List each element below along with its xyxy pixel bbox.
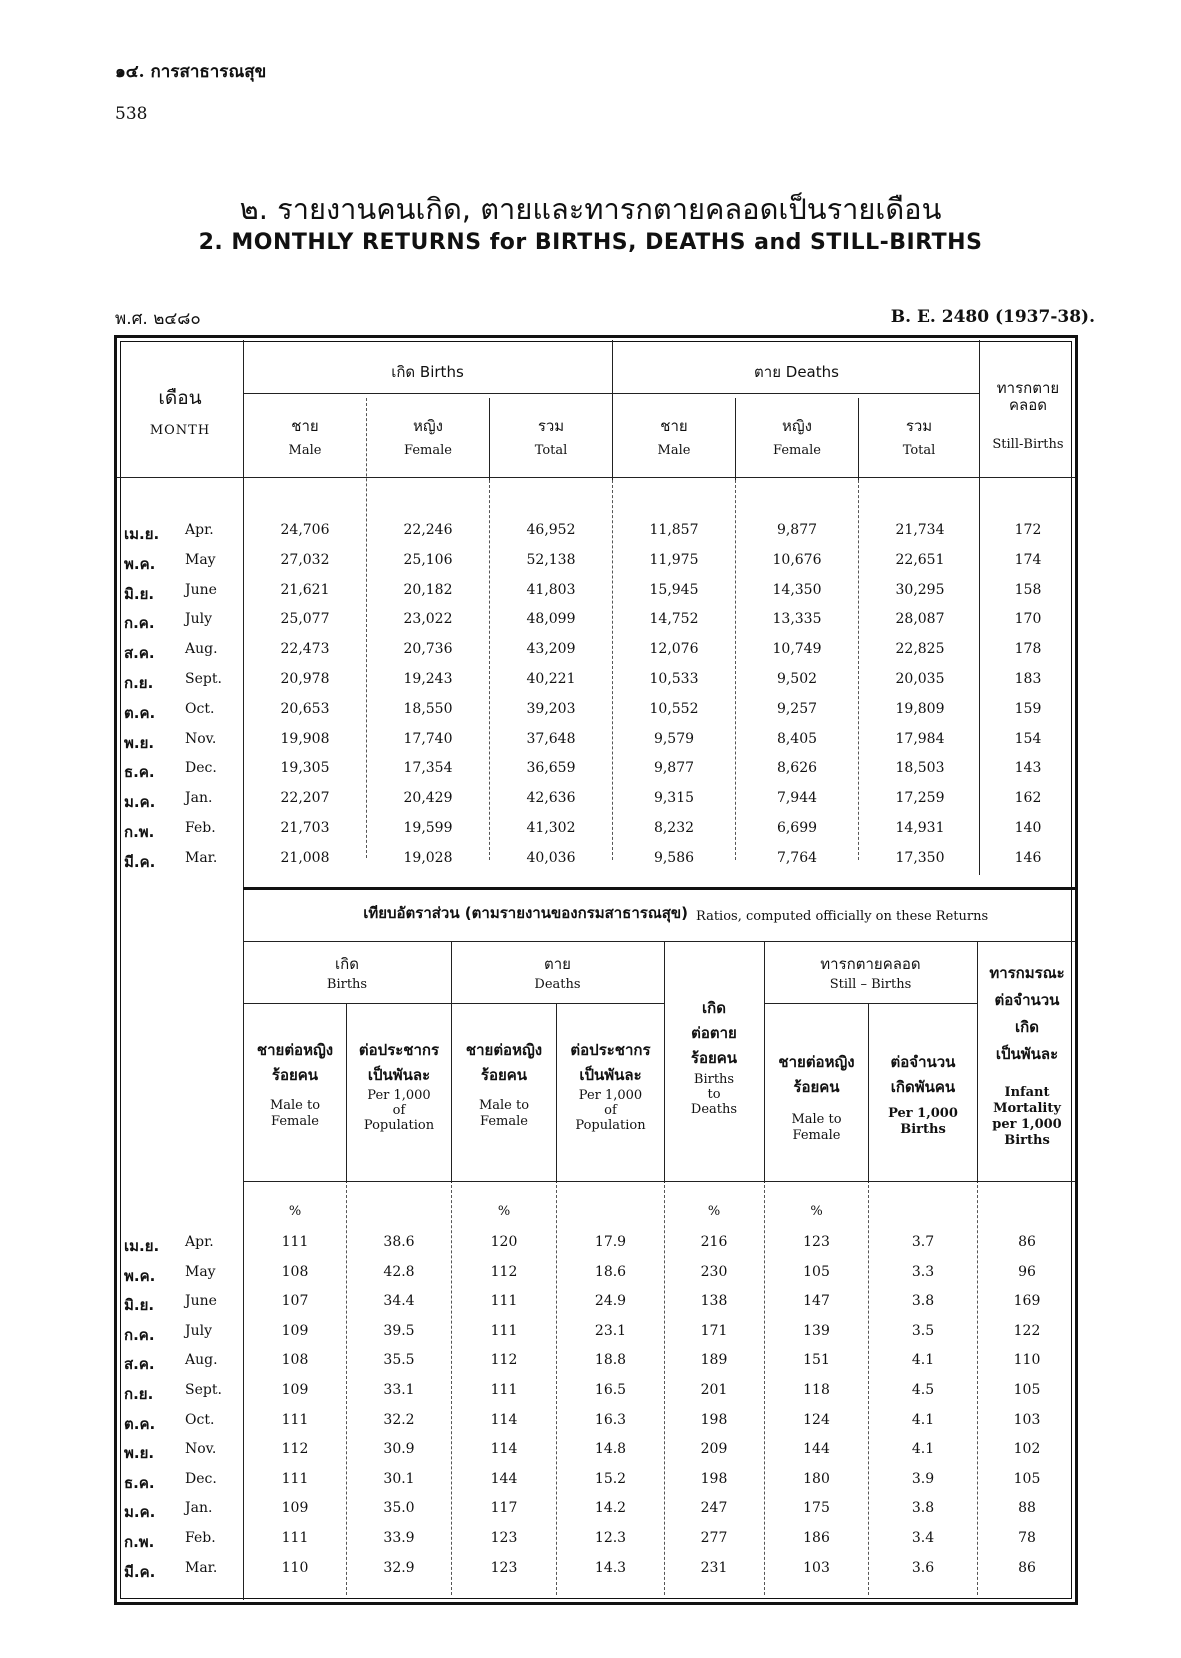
births-to-deaths-cell: 231 [700,1559,728,1576]
month-label-thai: เม.ย. [124,1237,160,1255]
deaths-male-cell: 10,533 [649,671,699,687]
deaths-female-cell: 8,626 [776,760,818,777]
deaths-total-cell: 22,825 [895,641,945,658]
deaths-total-cell: 17,984 [895,730,945,747]
deaths-per-pop-cell: 15.2 [594,1470,627,1487]
deaths-female-cell: 9,257 [776,700,818,717]
month-label-thai: มี.ค. [124,1562,156,1581]
page-number: 538 [115,104,148,124]
births-female-english: Female [404,443,452,458]
month-header-thai: เดือน [158,387,202,409]
births-total-english: Total [534,443,568,458]
births-per-pop-english: Per 1,000 of Population [363,1088,435,1133]
stillbirths-cell: 172 [1014,522,1042,538]
births-total-cell: 40,036 [526,849,576,866]
births-to-deaths-cell: 230 [700,1263,728,1280]
births-per-pop-thai: ต่อประชากร เป็นพันละ [358,1041,440,1084]
still-male-female-cell: 105 [803,1263,830,1280]
ratio-stillbirths-thai: ทารกตายคลอด [820,955,921,973]
deaths-per-pop-cell: 14.8 [594,1441,627,1458]
births-per-pop-cell: 30.1 [383,1470,415,1487]
deaths-female-cell: 9,877 [776,522,818,538]
percent-sign-still: % [810,1204,823,1219]
deaths-male-cell: 9,877 [653,760,695,777]
month-label-thai: พ.ค. [124,554,156,573]
births-total-cell: 52,138 [526,551,576,568]
deaths-male-female-cell: 112 [490,1263,518,1280]
deaths-male-female-thai: ชายต่อหญิง ร้อยคน [465,1041,543,1084]
deaths-male-female-cell: 111 [490,1382,518,1398]
deaths-total-thai: รวม [905,417,933,435]
deaths-male-female-cell: 111 [490,1293,518,1310]
still-per-birth-english: Per 1,000 Births [888,1106,958,1137]
births-total-cell: 41,302 [526,820,576,836]
month-label-thai: พ.ค. [124,1266,156,1285]
births-to-deaths-thai: เกิด ต่อตาย ร้อยคน [690,999,738,1067]
month-label-english: June [185,1293,217,1310]
deaths-male-female-cell: 123 [490,1559,518,1576]
deaths-total-cell: 17,350 [895,849,945,866]
month-label-thai: ธ.ค. [124,763,155,782]
still-male-female-cell: 124 [803,1411,830,1428]
births-to-deaths-cell: 216 [700,1234,728,1250]
still-male-female-cell: 123 [803,1234,830,1250]
infant-mortality-cell: 110 [1013,1352,1041,1369]
deaths-male-cell: 14,752 [649,611,699,628]
still-per-birth-cell: 4.1 [911,1411,935,1428]
births-female-cell: 25,106 [403,551,453,568]
deaths-total-cell: 21,734 [895,522,945,538]
births-total-thai: รวม [537,417,565,435]
ratios-title-english: Ratios, computed officially on these Returns [696,909,989,924]
ratio-stillbirths-english: Still – Births [829,977,912,992]
month-label-english: Dec. [185,1470,217,1487]
births-male-female-cell: 109 [281,1382,309,1398]
year-thai: พ.ศ. ๒๔๘๐ [115,309,201,329]
month-label-english: June [185,581,217,598]
percent-sign-births-deaths: % [707,1204,721,1219]
births-male-female-thai: ชายต่อหญิง ร้อยคน [256,1041,334,1084]
deaths-total-english: Total [902,443,936,458]
month-label-english: Dec. [185,760,217,777]
deaths-total-cell: 18,503 [895,760,945,777]
ratio-deaths-thai: ตาย [544,955,571,973]
deaths-male-cell: 8,232 [653,820,695,836]
stillbirths-cell: 146 [1014,849,1042,866]
month-label-thai: ก.พ. [124,1533,155,1551]
births-total-cell: 48,099 [526,611,576,628]
deaths-per-pop-cell: 14.2 [594,1500,627,1517]
month-label-english: Aug. [185,641,218,658]
deaths-group-header: ตาย Deaths [754,363,839,381]
births-female-thai: หญิง [413,417,443,435]
still-male-female-english: Male to Female [791,1112,842,1143]
births-male-cell: 20,978 [280,671,330,687]
month-label-thai: ก.ย. [124,1385,154,1403]
births-female-cell: 20,429 [403,790,453,807]
month-label-english: July [185,611,213,628]
month-label-english: Mar. [185,849,218,866]
infant-mortality-cell: 78 [1018,1530,1036,1546]
deaths-per-pop-thai: ต่อประชากร เป็นพันละ [570,1041,651,1084]
month-label-thai: ม.ค. [124,1503,156,1522]
month-label-thai: พ.ย. [124,1444,155,1463]
births-total-cell: 41,803 [526,581,576,598]
births-male-female-cell: 111 [281,1234,309,1250]
month-label-thai: ต.ค. [124,703,156,722]
births-per-pop-cell: 32.9 [383,1559,415,1576]
deaths-per-pop-cell: 23.1 [594,1322,627,1339]
month-label-english: Feb. [185,1530,216,1546]
stillbirths-cell: 140 [1014,820,1042,836]
deaths-total-cell: 28,087 [895,611,945,628]
births-group-header: เกิด Births [391,363,464,381]
deaths-male-english: Male [657,443,691,458]
deaths-male-cell: 10,552 [649,700,699,717]
deaths-total-cell: 17,259 [895,790,945,807]
stillbirths-cell: 158 [1014,581,1042,598]
deaths-per-pop-cell: 14.3 [594,1559,627,1576]
births-per-pop-cell: 35.0 [383,1500,415,1517]
births-total-cell: 42,636 [526,790,576,807]
births-per-pop-cell: 38.6 [383,1234,415,1250]
births-male-cell: 25,077 [280,611,330,628]
births-to-deaths-cell: 171 [700,1322,728,1339]
births-per-pop-cell: 33.9 [383,1530,415,1546]
stillbirths-cell: 154 [1014,730,1042,747]
still-per-birth-cell: 4.5 [911,1382,935,1398]
births-male-female-cell: 107 [281,1293,309,1310]
stillbirths-header-thai: ทารกตาย คลอด [996,379,1060,414]
still-male-female-cell: 147 [803,1293,830,1310]
deaths-male-female-cell: 114 [490,1441,518,1458]
still-per-birth-cell: 3.7 [911,1234,935,1250]
births-per-pop-cell: 35.5 [383,1352,415,1369]
deaths-female-cell: 10,749 [772,641,822,658]
still-per-birth-cell: 3.8 [911,1293,935,1310]
still-per-birth-cell: 3.8 [911,1500,935,1517]
births-female-cell: 19,599 [403,820,453,836]
still-per-birth-cell: 3.6 [911,1559,935,1576]
infant-mortality-cell: 86 [1018,1559,1036,1576]
infant-mortality-cell: 105 [1013,1470,1041,1487]
percent-sign-births: % [288,1204,302,1219]
infant-mortality-cell: 103 [1013,1411,1041,1428]
births-per-pop-cell: 30.9 [383,1441,415,1458]
still-per-birth-cell: 4.1 [911,1352,935,1369]
month-label-thai: มี.ค. [124,852,156,871]
births-per-pop-cell: 34.4 [383,1293,415,1310]
stillbirths-header-english: Still-Births [992,437,1064,452]
deaths-per-pop-cell: 18.8 [594,1352,627,1369]
deaths-male-female-cell: 117 [490,1500,518,1517]
still-male-female-cell: 151 [803,1352,830,1369]
births-male-female-cell: 111 [281,1411,309,1428]
deaths-total-cell: 14,931 [895,820,945,836]
still-per-birth-cell: 4.1 [911,1441,935,1458]
stillbirths-cell: 170 [1014,611,1042,628]
month-label-english: Oct. [185,700,215,717]
deaths-female-cell: 7,944 [776,790,818,807]
deaths-male-cell: 9,315 [653,790,695,807]
births-male-female-cell: 109 [281,1500,309,1517]
births-to-deaths-cell: 138 [700,1293,728,1310]
month-label-english: Jan. [185,790,213,807]
still-male-female-thai: ชายต่อหญิง ร้อยคน [778,1053,855,1096]
births-male-female-english: Male to Female [269,1098,321,1129]
deaths-female-cell: 6,699 [776,820,818,836]
deaths-total-cell: 22,651 [895,551,945,568]
month-label-english: May [185,551,216,568]
deaths-female-cell: 8,405 [776,730,818,747]
births-male-female-cell: 108 [281,1352,309,1369]
births-total-cell: 43,209 [526,641,576,658]
births-male-female-cell: 112 [281,1441,309,1458]
births-male-female-cell: 110 [281,1559,309,1576]
deaths-male-female-cell: 114 [490,1411,518,1428]
still-male-female-cell: 118 [803,1382,830,1398]
stillbirths-cell: 162 [1014,790,1042,807]
month-label-thai: มิ.ย. [124,1296,155,1315]
births-male-female-cell: 111 [281,1470,309,1487]
births-female-cell: 18,550 [403,700,453,717]
births-total-cell: 46,952 [526,522,576,538]
deaths-male-female-english: Male to Female [478,1098,530,1129]
births-male-thai: ชาย [291,417,319,435]
deaths-male-cell: 11,857 [649,522,699,538]
deaths-per-pop-english: Per 1,000 of Population [575,1088,646,1133]
births-to-deaths-cell: 189 [700,1352,728,1369]
births-total-cell: 39,203 [526,700,576,717]
births-female-cell: 20,736 [403,641,453,658]
births-per-pop-cell: 32.2 [383,1411,415,1428]
births-female-cell: 20,182 [403,581,453,598]
deaths-male-female-cell: 112 [490,1352,518,1369]
still-male-female-cell: 103 [803,1559,830,1576]
births-male-cell: 21,703 [280,820,330,836]
month-header-english: MONTH [149,423,211,438]
births-total-cell: 40,221 [526,671,576,687]
ratio-births-english: Births [326,977,368,992]
month-label-english: Apr. [185,1234,214,1250]
deaths-male-cell: 9,579 [653,730,695,747]
deaths-total-cell: 19,809 [895,700,945,717]
section-heading: ๑๔. การสาธารณสุข [115,62,267,82]
deaths-per-pop-cell: 16.5 [594,1382,627,1398]
births-male-cell: 19,305 [280,760,330,777]
month-label-english: Feb. [185,820,216,836]
deaths-per-pop-cell: 16.3 [594,1411,627,1428]
deaths-male-female-cell: 111 [490,1322,518,1339]
births-to-deaths-cell: 198 [700,1470,728,1487]
ratios-title-thai: เทียบอัตราส่วน (ตามรายงานของกรมสาธารณสุข) [363,904,688,922]
infant-mortality-thai: ทารกมรณะ ต่อจำนวน เกิด เป็นพันละ [989,964,1065,1063]
infant-mortality-cell: 169 [1013,1293,1041,1310]
still-male-female-cell: 186 [803,1530,830,1546]
month-label-english: Nov. [185,730,217,747]
infant-mortality-cell: 88 [1018,1500,1036,1517]
still-per-birth-cell: 3.9 [911,1470,935,1487]
births-to-deaths-cell: 201 [700,1382,728,1398]
still-per-birth-thai: ต่อจำนวน เกิดพันคน [890,1053,956,1096]
month-label-thai: ส.ค. [124,1355,155,1374]
month-label-thai: ก.ค. [124,1325,155,1344]
still-male-female-cell: 175 [803,1500,830,1517]
births-male-cell: 24,706 [280,522,330,538]
births-male-cell: 27,032 [280,551,330,568]
births-male-female-cell: 109 [281,1322,309,1339]
month-label-english: Sept. [185,1382,222,1398]
deaths-male-cell: 12,076 [649,641,699,658]
deaths-male-female-cell: 120 [490,1234,518,1250]
deaths-female-cell: 13,335 [772,611,822,628]
births-total-cell: 36,659 [526,760,576,777]
month-label-thai: ก.พ. [124,823,155,841]
births-to-deaths-cell: 209 [700,1441,728,1458]
births-male-female-cell: 111 [281,1530,309,1546]
month-label-thai: พ.ย. [124,733,155,752]
ratio-deaths-english: Deaths [534,977,581,992]
percent-sign-deaths: % [497,1204,511,1219]
title-english: 2. MONTHLY RETURNS for BIRTHS, DEATHS and STILL-BIRTHS [198,230,983,255]
month-label-thai: ต.ค. [124,1414,156,1433]
year-english: B. E. 2480 (1937-38). [890,307,1095,327]
stillbirths-cell: 183 [1014,671,1042,687]
births-female-cell: 22,246 [403,522,453,538]
still-per-birth-cell: 3.5 [911,1322,935,1339]
deaths-female-cell: 7,764 [776,849,818,866]
births-male-english: Male [288,443,322,458]
still-male-female-cell: 144 [803,1441,830,1458]
stillbirths-cell: 174 [1014,551,1042,568]
month-label-thai: ส.ค. [124,644,155,663]
deaths-male-thai: ชาย [660,417,688,435]
month-label-thai: มิ.ย. [124,584,155,603]
infant-mortality-cell: 102 [1013,1441,1041,1458]
stillbirths-cell: 159 [1014,700,1042,717]
infant-mortality-cell: 122 [1013,1322,1041,1339]
month-label-english: May [185,1263,216,1280]
infant-mortality-english: Infant Mortality per 1,000 Births [992,1085,1062,1148]
births-male-cell: 22,473 [280,641,330,658]
month-label-thai: ม.ค. [124,793,156,812]
births-total-cell: 37,648 [526,730,576,747]
still-male-female-cell: 180 [803,1470,830,1487]
deaths-per-pop-cell: 17.9 [594,1234,627,1250]
births-female-cell: 23,022 [403,611,453,628]
infant-mortality-cell: 105 [1013,1382,1041,1398]
deaths-male-cell: 11,975 [649,551,699,568]
births-to-deaths-cell: 277 [700,1530,728,1546]
births-to-deaths-cell: 198 [700,1411,728,1428]
births-to-deaths-cell: 247 [700,1500,728,1517]
deaths-male-cell: 9,586 [653,849,695,866]
deaths-per-pop-cell: 18.6 [594,1263,627,1280]
ratio-births-thai: เกิด [335,955,359,973]
infant-mortality-cell: 96 [1018,1263,1036,1280]
still-per-birth-cell: 3.4 [911,1530,935,1546]
deaths-male-cell: 15,945 [649,581,699,598]
deaths-female-cell: 10,676 [772,551,822,568]
deaths-total-cell: 30,295 [895,581,945,598]
stillbirths-cell: 178 [1014,641,1042,658]
month-label-english: Nov. [185,1441,217,1458]
stillbirths-cell: 143 [1014,760,1042,777]
month-label-english: Sept. [185,671,222,687]
births-per-pop-cell: 33.1 [383,1382,415,1398]
deaths-per-pop-cell: 24.9 [594,1293,627,1310]
deaths-per-pop-cell: 12.3 [594,1530,627,1546]
births-female-cell: 19,028 [403,849,453,866]
births-female-cell: 17,740 [403,730,453,747]
births-male-cell: 20,653 [280,700,330,717]
births-male-cell: 21,008 [280,849,330,866]
deaths-total-cell: 20,035 [895,671,945,687]
deaths-male-female-cell: 123 [490,1530,518,1546]
month-label-english: Mar. [185,1559,218,1576]
births-female-cell: 19,243 [403,671,453,687]
births-male-cell: 21,621 [280,581,330,598]
births-male-cell: 19,908 [280,730,330,747]
births-male-female-cell: 108 [281,1263,309,1280]
deaths-female-thai: หญิง [782,417,812,435]
deaths-male-female-cell: 144 [490,1470,518,1487]
month-label-thai: เม.ย. [124,525,160,543]
month-label-english: Apr. [185,522,214,538]
month-label-english: Aug. [185,1352,218,1369]
month-label-thai: ธ.ค. [124,1473,155,1492]
month-label-thai: ก.ค. [124,614,155,633]
deaths-female-cell: 14,350 [772,581,822,598]
month-label-english: July [185,1322,213,1339]
month-label-english: Jan. [185,1500,213,1517]
still-male-female-cell: 139 [803,1322,830,1339]
births-per-pop-cell: 42.8 [383,1263,415,1280]
month-label-english: Oct. [185,1411,215,1428]
title-thai: ๒. รายงานคนเกิด, ตายและทารกตายคลอดเป็นรายเดือน [239,192,942,226]
deaths-female-english: Female [773,443,821,458]
deaths-female-cell: 9,502 [776,671,818,687]
infant-mortality-cell: 86 [1018,1234,1036,1250]
births-to-deaths-english: Births to Deaths [690,1072,738,1117]
births-per-pop-cell: 39.5 [383,1322,415,1339]
still-per-birth-cell: 3.3 [911,1263,935,1280]
month-label-thai: ก.ย. [124,674,154,692]
births-female-cell: 17,354 [403,760,453,777]
births-male-cell: 22,207 [280,790,330,807]
